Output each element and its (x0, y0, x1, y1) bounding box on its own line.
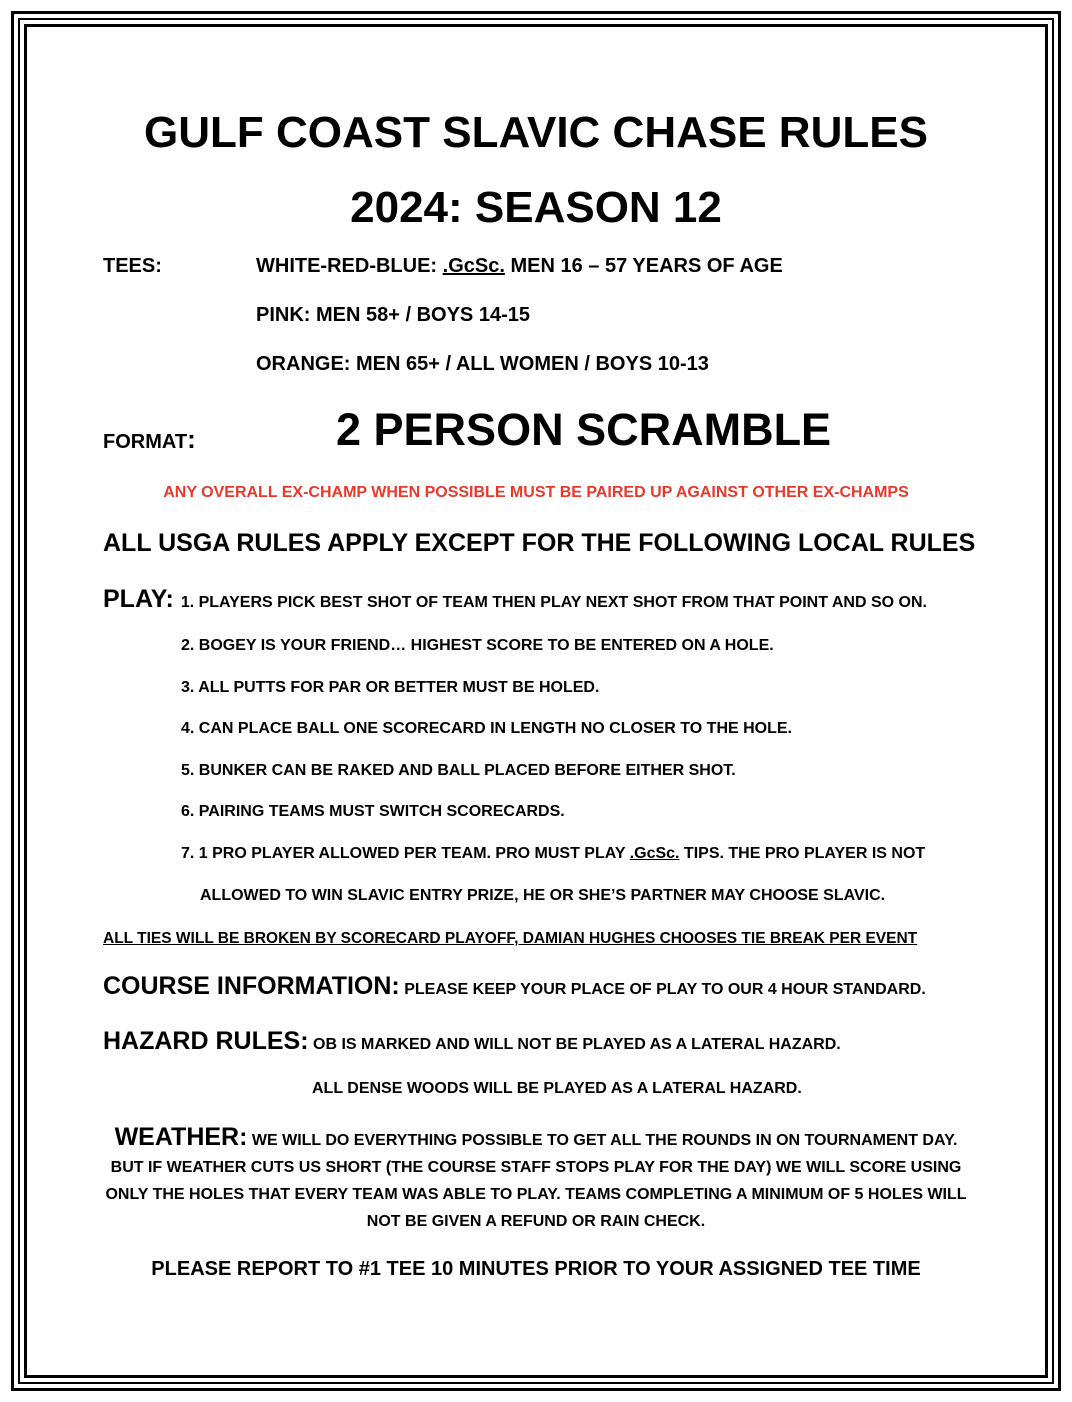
play-rule-1: 1. PLAYERS PICK BEST SHOT OF TEAM THEN PLAY NEXT SHOT FROM THAT POINT AND SO ON. (180, 594, 927, 611)
hazard-label: HAZARD RULES: (103, 1027, 309, 1055)
play-rule-7-suffix: TIPS. THE PRO PLAYER IS NOT (679, 845, 926, 862)
tees-label: TEES: (103, 255, 162, 277)
report-notice: PLEASE REPORT TO #1 TEE 10 MINUTES PRIOR TO YOUR ASSIGNED TEE TIME (151, 1258, 921, 1280)
hazard-text-1: OB IS MARKED AND WILL NOT BE PLAYED AS A LATERAL HAZARD. (308, 1036, 841, 1053)
play-rule-5: 5. BUNKER CAN BE RAKED AND BALL PLACED BEFORE EITHER SHOT. (181, 762, 736, 779)
usga-line: ALL USGA RULES APPLY EXCEPT FOR THE FOLLOWING LOCAL RULES (103, 529, 976, 557)
play-rule-3: 3. ALL PUTTS FOR PAR OR BETTER MUST BE HOLED. (181, 679, 600, 696)
play-label: PLAY: (103, 585, 174, 613)
format-colon: : (187, 424, 196, 454)
tees-line-1-prefix: WHITE-RED-BLUE: (256, 255, 443, 277)
tees-line-2: PINK: MEN 58+ / BOYS 14-15 (256, 304, 530, 326)
format-label-text: FORMAT (103, 431, 188, 453)
play-line-1 (103, 585, 927, 614)
format-label (103, 424, 196, 455)
page-title: GULF COAST SLAVIC CHASE RULES (144, 108, 928, 157)
tees-line-3: ORANGE: MEN 65+ / ALL WOMEN / BOYS 10-13 (256, 353, 709, 375)
gcsc-tag: .GcSc. (442, 255, 505, 277)
play-rule-7-continued: ALLOWED TO WIN SLAVIC ENTRY PRIZE, HE OR SHE’S PARTNER MAY CHOOSE SLAVIC. (200, 887, 886, 904)
tees-line-1 (256, 255, 783, 278)
weather-text: WE WILL DO EVERYTHING POSSIBLE TO GET ALL THE ROUNDS IN ON TOURNAMENT DAY. BUT IF WEATHER CUTS US SHORT (THE COURSE STAFF STOPS PLAY FOR THE DAY) WE WILL SCORE USING ONLY THE HOLES THAT EVERY TEAM WAS ABLE TO PLAY. TEAMS COMPLETING A MINIMUM OF 5 HOLES WILL NOT BE GIVEN A REFUND OR RAIN CHECK. (105, 1132, 967, 1230)
play-rule-7-prefix: 7. 1 PRO PLAYER ALLOWED PER TEAM. PRO MUST PLAY (181, 845, 630, 862)
play-rule-6: 6. PAIRING TEAMS MUST SWITCH SCORECARDS. (181, 803, 565, 820)
course-information (103, 972, 926, 1001)
weather-section (100, 1124, 972, 1235)
tees-line-1-suffix: MEN 16 – 57 YEARS OF AGE (504, 255, 783, 277)
course-text: PLEASE KEEP YOUR PLACE OF PLAY TO OUR 4 HOUR STANDARD. (399, 981, 926, 998)
play-rule-4: 4. CAN PLACE BALL ONE SCORECARD IN LENGTH NO CLOSER TO THE HOLE. (181, 720, 792, 737)
hazard-text-2: ALL DENSE WOODS WILL BE PLAYED AS A LATERAL HAZARD. (312, 1080, 802, 1097)
ex-champ-notice: ANY OVERALL EX-CHAMP WHEN POSSIBLE MUST BE PAIRED UP AGAINST OTHER EX-CHAMPS (163, 484, 909, 501)
hazard-rules (103, 1027, 841, 1056)
format-value: 2 PERSON SCRAMBLE (336, 404, 832, 455)
course-label: COURSE INFORMATION: (103, 972, 400, 1000)
play-rule-2: 2. BOGEY IS YOUR FRIEND… HIGHEST SCORE TO BE ENTERED ON A HOLE. (181, 637, 774, 654)
gcsc-tag: .GcSc. (629, 845, 680, 862)
weather-label: WEATHER: (114, 1123, 248, 1151)
ties-rule: ALL TIES WILL BE BROKEN BY SCORECARD PLAYOFF, DAMIAN HUGHES CHOOSES TIE BREAK PER EVENT (103, 930, 918, 947)
play-rule-7 (181, 845, 925, 863)
season-title: 2024: SEASON 12 (350, 183, 722, 232)
